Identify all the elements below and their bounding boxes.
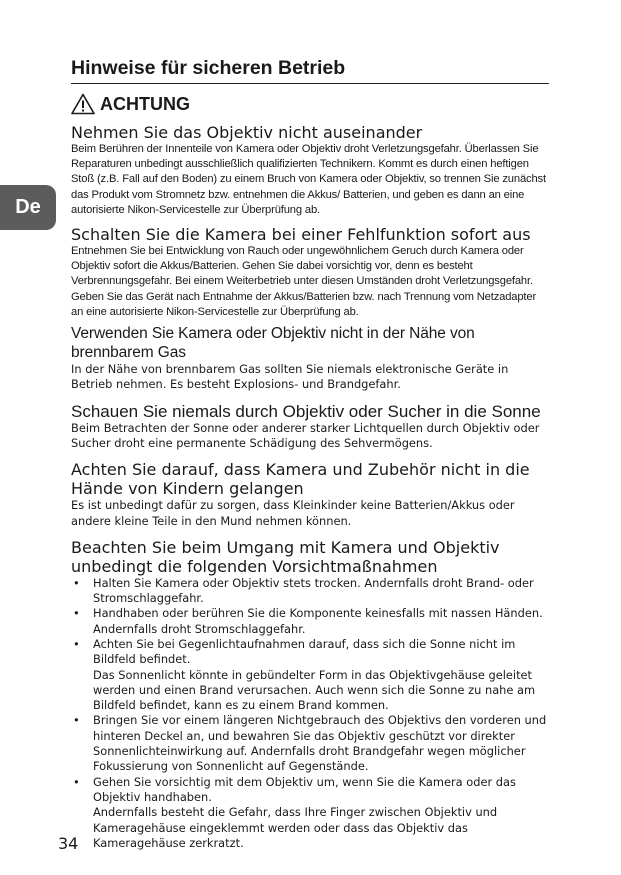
- section-heading: Achten Sie darauf, dass Kamera und Zubehör nicht in die Hände von Kindern gelangen: [71, 460, 530, 499]
- section-sun: [71, 402, 549, 452]
- page-number: 34: [58, 834, 79, 853]
- page-title: Hinweise für sicheren Betrieb: [71, 56, 549, 84]
- list-item: • Achten Sie bei Gegenlichtaufnahmen darauf, dass sich die Sonne nicht im Bildfeld befindet. Das Sonnenlicht könnte in gebündelter Form in das Objektivgehäuse geleitet werden und einen Brand verursachen. Auch wenn sich die Sonne zu nahe am Bildfeld befindet, kann es zu einem Brand kommen.: [71, 637, 549, 713]
- list-item: • Gehen Sie vorsichtig mit dem Objektiv um, wenn Sie die Kamera oder das Objektiv handhaben. Andernfalls besteht die Gefahr, dass Ihre Finger zwischen Objektiv und Kameragehäuse eingeklemmt werden oder dass das Objektiv das Kameragehäuse zerkratzt.: [71, 775, 549, 851]
- page-content: [71, 56, 549, 851]
- section-heading: Verwenden Sie Kamera oder Objektiv nicht in der Nähe von brennbarem Gas: [71, 325, 475, 362]
- section-heading: Schalten Sie die Kamera bei einer Fehlfunktion sofort aus: [71, 225, 531, 245]
- section-precautions: [71, 538, 549, 851]
- section-heading: Beachten Sie beim Umgang mit Kamera und Objektiv unbedingt die folgenden Vorsichtmaßnahmen: [71, 537, 500, 576]
- section-text: Beim Berühren der Innenteile von Kamera oder Objektiv droht Verletzungsgefahr. Überlassen Sie Reparaturen unbedingt ausschließlich qualifizierten Technikern. Kommt es durch einen heftigen Stoß (z.B. Fall auf den Boden) zu einem Bruch von Kamera oder Objektiv, so trennen Sie zunächst das Produkt vom Stromnetz bzw. entnehmen die Akkus/ Batterien, und geben es dann an eine autorisierte Nikon-Servicestelle zur Überprüfung ab.: [71, 143, 546, 216]
- section-text: Beim Betrachten der Sonne oder anderer starker Lichtquellen durch Objektiv oder Sucher droht eine permanente Schädigung des Sehvermögens.: [71, 420, 540, 450]
- list-item: • Halten Sie Kamera oder Objektiv stets trocken. Andernfalls droht Brand- oder Stromschlaggefahr.: [71, 576, 549, 607]
- language-tab-label: De: [15, 196, 41, 218]
- section-malfunction: [71, 225, 549, 320]
- precaution-list: [71, 576, 549, 851]
- warning-header: [71, 91, 549, 117]
- section-heading: Nehmen Sie das Objektiv nicht auseinander: [71, 123, 423, 142]
- section-flammable-gas: [71, 324, 549, 393]
- section-heading: Schauen Sie niemals durch Objektiv oder Sucher in die Sonne: [71, 401, 541, 421]
- list-item: • Bringen Sie vor einem längeren Nichtgebrauch des Objektivs den vorderen und hinteren Deckel an, und bewahren Sie das Objektiv geschützt vor direkter Sonnenlichteinwirkung auf. Andernfalls droht Brandgefahr wegen möglicher Fokussierung von Sonnenlicht auf Gegenstände.: [71, 713, 549, 774]
- warning-label: ACHTUNG: [100, 93, 190, 114]
- language-tab: [0, 185, 56, 230]
- section-children: [71, 460, 549, 529]
- list-item: • Handhaben oder berühren Sie die Komponente keinesfalls mit nassen Händen. Andernfalls droht Stromschlaggefahr.: [71, 606, 549, 637]
- section-text: In der Nähe von brennbarem Gas sollten Sie niemals elektronische Geräte in Betrieb nehmen. Es besteht Explosions- und Brandgefahr.: [71, 362, 509, 392]
- section-text: Es ist unbedingt dafür zu sorgen, dass Kleinkinder keine Batterien/Akkus oder andere kleine Teile in den Mund nehmen können.: [71, 498, 515, 528]
- warning-triangle-icon: [71, 93, 95, 115]
- section-disassemble: [71, 123, 549, 218]
- section-text: Entnehmen Sie bei Entwicklung von Rauch oder ungewöhnlichem Geruch durch Kamera oder Objektiv sofort die Akkus/Batterien. Gehen Sie dabei vorsichtig vor, denn es besteht Verbrennungsgefahr. Bei einem Weiterbetrieb unter diesen Umständen droht Verletzungsgefahr. Geben Sie das Gerät nach Entnahme der Akkus/Batterien bzw. nach Trennung vom Netzadapter an eine autorisierte Nikon-Servicestelle zur Überprüfung ab.: [71, 245, 537, 318]
